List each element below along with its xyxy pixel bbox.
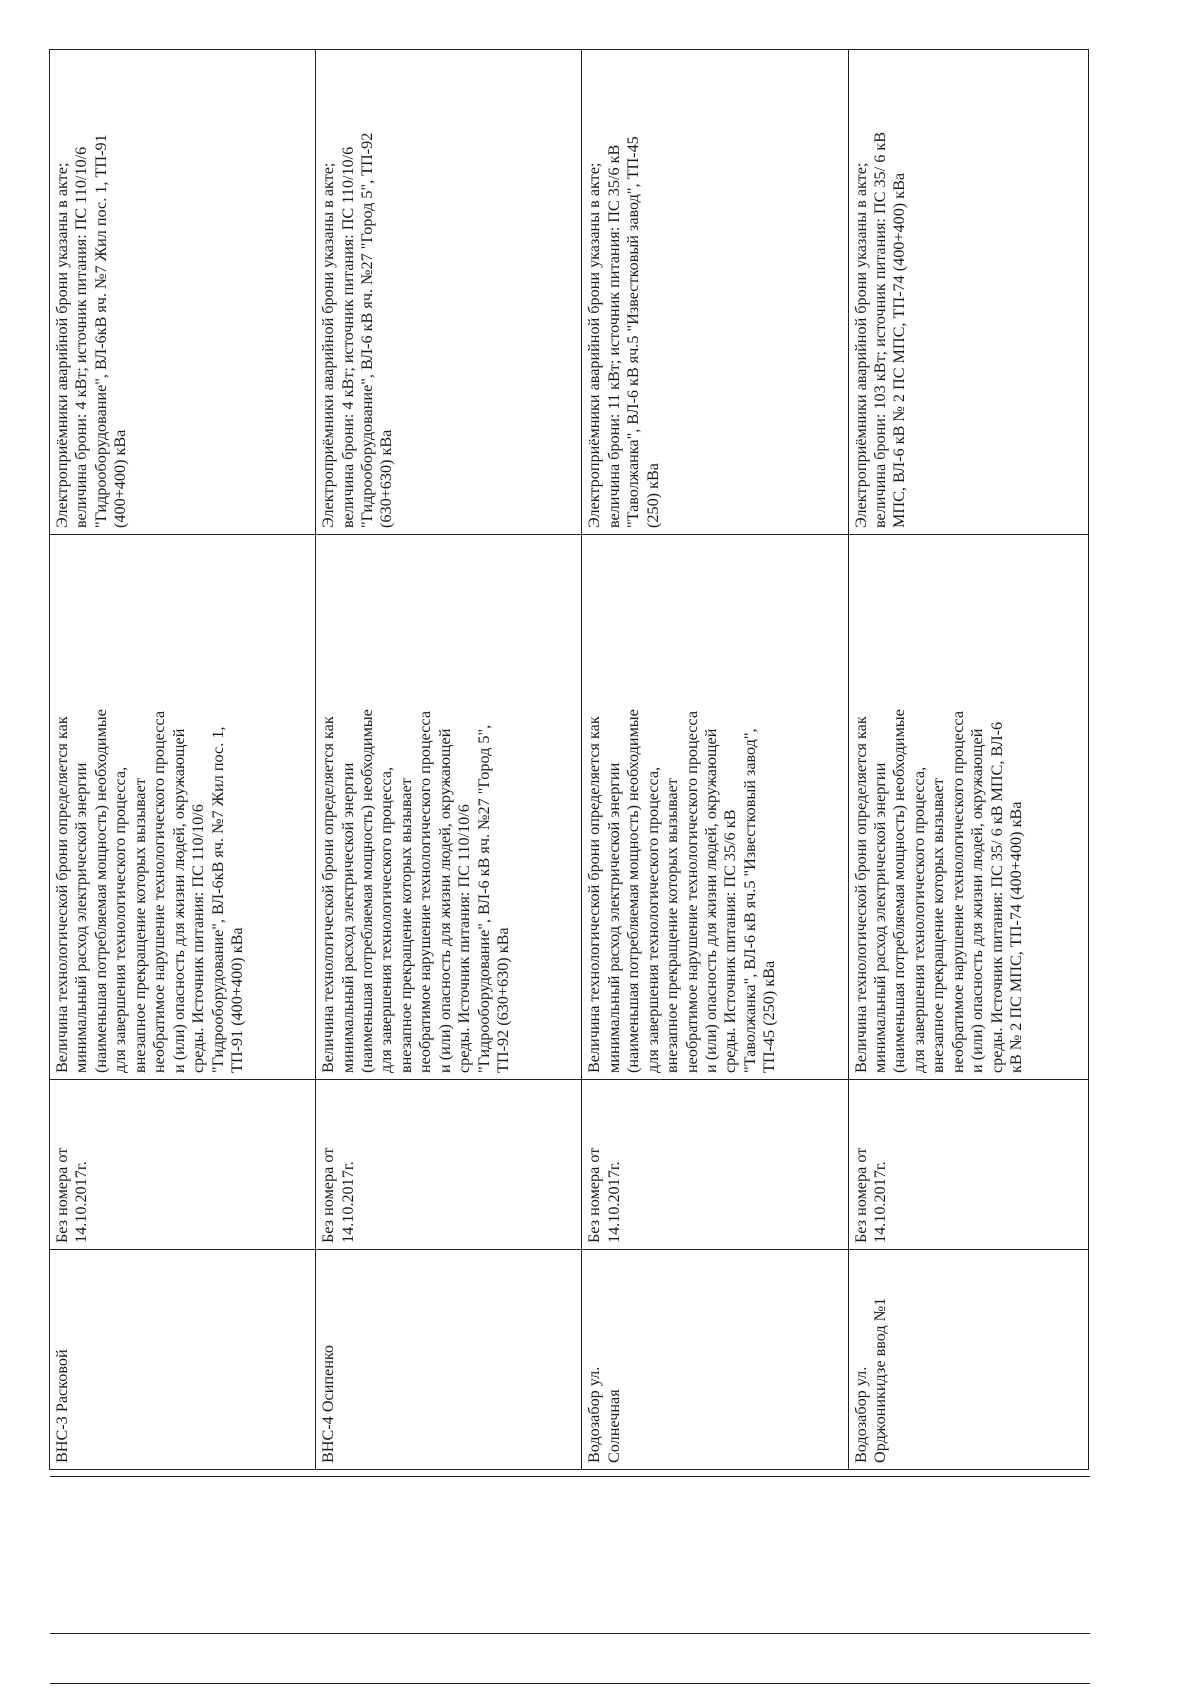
reserve-table bbox=[49, 49, 1089, 1470]
table-row bbox=[316, 50, 582, 1470]
act-document-cell: Без номера от 14.10.2017г. bbox=[316, 1080, 582, 1250]
tech-reserve-description-cell: Величина технологической брони определяется как минимальный расход электрической энергии (наименьшая потребляемая мощность) необходимые для завершения технологического процесса, внезапное прекращение которых вызывает необратимое нарушение технологического процесса и (или) опасность для жизни людей, окружающей среды. Источник питания: ПС 110/10/6 "Гидрооборудование", ВЛ-6кВ яч. №7 Жил пос. 1, ТП-91 (400+400) кВа bbox=[50, 535, 316, 1080]
emergency-reserve-note-cell: Электроприёмники аварийной брони указаны в акте; величина брони: 11 кВт; источник питания: ПС 35/6 кВ "Таволжанка", ВЛ-6 кВ яч.5 "Известковый завод", ТП-45 (250) кВа bbox=[582, 50, 848, 535]
horizontal-rule bbox=[50, 1683, 1090, 1684]
table-row bbox=[50, 50, 316, 1470]
rotated-table-wrapper bbox=[49, 50, 1089, 1470]
tech-reserve-description-cell: Величина технологической брони определяется как минимальный расход электрической энергии (наименьшая потребляемая мощность) необходимые для завершения технологического процесса, внезапное прекращение которых вызывает необратимое нарушение технологического процесса и (или) опасность для жизни людей, окружающей среды. Источник питания: ПС 110/10/6 "Гидрооборудование", ВЛ-6 кВ яч. №27 "Город 5", ТП-92 (630+630) кВа bbox=[316, 535, 582, 1080]
object-name-cell: Водозабор ул. Солнечная bbox=[582, 1250, 848, 1470]
emergency-reserve-note-cell: Электроприёмники аварийной брони указаны в акте; величина брони: 4 кВт; источник питания: ПС 110/10/6 "Гидрооборудование", ВЛ-6кВ яч. №7 Жил пос. 1, ТП-91 (400+400) кВа bbox=[50, 50, 316, 535]
object-name-cell: ВНС-3 Расковой bbox=[50, 1250, 316, 1470]
table-row bbox=[848, 50, 1088, 1470]
table-row bbox=[582, 50, 848, 1470]
act-document-cell: Без номера от 14.10.2017г. bbox=[582, 1080, 848, 1250]
act-document-cell: Без номера от 14.10.2017г. bbox=[848, 1080, 1088, 1250]
tech-reserve-description-cell: Величина технологической брони определяется как минимальный расход электрической энергии (наименьшая потребляемая мощность) необходимые для завершения технологического процесса, внезапное прекращение которых вызывает необратимое нарушение технологического процесса и (или) опасность для жизни людей, окружающей среды. Источник питания: ПС 35/ 6 кВ МПС, ВЛ-6 кВ № 2 ПС МПС, ТП-74 (400+400) кВа bbox=[848, 535, 1088, 1080]
horizontal-rule bbox=[50, 1633, 1090, 1634]
object-name-cell: ВНС-4 Осипенко bbox=[316, 1250, 582, 1470]
emergency-reserve-note-cell: Электроприёмники аварийной брони указаны в акте; величина брони: 103 кВт; источник питания: ПС 35/ 6 кВ МПС, ВЛ-6 кВ № 2 ПС МПС, ТП-74 (400+400) кВа bbox=[848, 50, 1088, 535]
horizontal-rule bbox=[50, 1476, 1090, 1477]
tech-reserve-description-cell: Величина технологической брони определяется как минимальный расход электрической энергии (наименьшая потребляемая мощность) необходимые для завершения технологического процесса, внезапное прекращение которых вызывает необратимое нарушение технологического процесса и (или) опасность для жизни людей, окружающей среды. Источник питания: ПС 35/6 кВ "Таволжанка", ВЛ-6 кВ яч.5 "Известковый завод", ТП-45 (250) кВа bbox=[582, 535, 848, 1080]
act-document-cell: Без номера от 14.10.2017г. bbox=[50, 1080, 316, 1250]
object-name-cell: Водозабор ул. Орджоникидзе ввод №1 bbox=[848, 1250, 1088, 1470]
emergency-reserve-note-cell: Электроприёмники аварийной брони указаны в акте; величина брони: 4 кВт; источник питания: ПС 110/10/6 "Гидрооборудование", ВЛ-6 кВ яч. №27 "Город 5", ТП-92 (630+630) кВа bbox=[316, 50, 582, 535]
